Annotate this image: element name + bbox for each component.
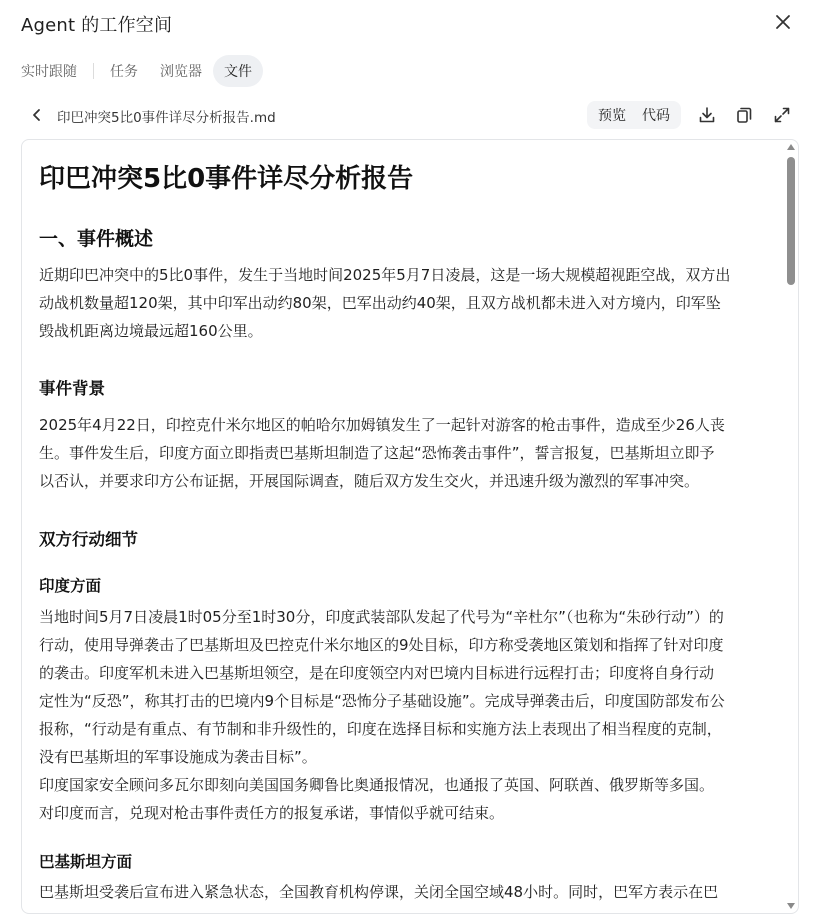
back-button[interactable] bbox=[26, 104, 48, 126]
text-line: 生。事件发生后，印度方面立即指责巴基斯坦制造了这起“恐怖袭击事件”，誓言报复，巴基斯坦立即予 bbox=[39, 444, 715, 462]
paragraph-background bbox=[39, 411, 774, 495]
panel-title: Agent 的工作空间 bbox=[21, 15, 173, 36]
text-line: 定性为“反恐”，称其打击的巴境内9个目标是“恐怖分子基础设施”。完成导弹袭击后，印度国防部发布公 bbox=[39, 692, 725, 710]
copy-button[interactable] bbox=[732, 103, 756, 127]
subsection-heading-india: 印度方面 bbox=[39, 577, 102, 595]
text-line: 当地时间5月7日凌晨1时05分至1时30分，印度武装部队发起了代号为“辛杜尔”（也称为“朱砂行动”）的 bbox=[39, 608, 724, 626]
tab-files[interactable]: 文件 bbox=[213, 55, 263, 87]
section-heading-overview: 一、事件概述 bbox=[39, 228, 154, 250]
paragraph-overview bbox=[39, 261, 774, 345]
file-name: 印巴冲突5比0事件详尽分析报告.md bbox=[57, 110, 276, 126]
scroll-up-arrow-icon[interactable] bbox=[787, 144, 795, 150]
text-line: 没有巴基斯坦的军事设施成为袭击目标”。 bbox=[39, 748, 317, 766]
file-toolbar bbox=[20, 99, 797, 131]
text-line: 近期印巴冲突中的5比0事件，发生于当地时间2025年5月7日凌晨，这是一场大规模超视距空战，双方出 bbox=[39, 266, 731, 284]
paragraph-pakistan bbox=[39, 878, 774, 906]
section-heading-background: 事件背景 bbox=[39, 379, 105, 398]
tab-live-follow[interactable]: 实时跟随 bbox=[21, 64, 77, 80]
document-title: 印巴冲突5比0事件详尽分析报告 bbox=[39, 164, 414, 194]
paragraph-india bbox=[39, 603, 774, 827]
code-button[interactable]: 代码 bbox=[642, 108, 670, 124]
workspace-tabs bbox=[10, 55, 263, 87]
fullscreen-button[interactable] bbox=[770, 103, 794, 127]
text-line: 2025年4月22日，印控克什米尔地区的帕哈尔加姆镇发生了一起针对游客的枪击事件，造成至少26人丧 bbox=[39, 416, 725, 434]
tab-divider bbox=[93, 63, 94, 79]
text-line: 报称，“行动是有重点、有节制和非升级性的，印度在选择目标和实施方法上表现出了相当程度的克制， bbox=[39, 720, 722, 738]
text-line: 印度国家安全顾问多瓦尔即刻向美国国务卿鲁比奥通报情况，也通报了英国、阿联酋、俄罗斯等多国。 bbox=[39, 776, 715, 794]
scroll-down-arrow-icon[interactable] bbox=[787, 903, 795, 909]
subsection-heading-pakistan: 巴基斯坦方面 bbox=[39, 853, 133, 871]
text-line: 毁战机距离边境最远超160公里。 bbox=[39, 322, 263, 340]
chevron-left-icon bbox=[30, 108, 44, 122]
close-button[interactable] bbox=[771, 10, 795, 34]
text-line: 以否认，并要求印方公布证据，开展国际调查，随后双方发生交火，并迅速升级为激烈的军事冲突。 bbox=[39, 472, 700, 490]
expand-icon bbox=[773, 106, 791, 124]
text-line: 行动，使用导弹袭击了巴基斯坦及巴控克什米尔地区的9处目标，印方称受袭地区策划和指挥了针对印度 bbox=[39, 636, 724, 654]
close-icon bbox=[775, 14, 791, 30]
text-line: 对印度而言，兑现对枪击事件责任方的报复承诺，事情似乎就可结束。 bbox=[39, 804, 505, 822]
download-button[interactable] bbox=[695, 103, 719, 127]
preview-button[interactable]: 预览 bbox=[590, 103, 634, 127]
vertical-scrollbar[interactable] bbox=[784, 140, 798, 913]
document-preview bbox=[21, 139, 799, 914]
tab-tasks[interactable]: 任务 bbox=[110, 64, 138, 80]
copy-icon bbox=[735, 106, 753, 124]
panel-header bbox=[0, 0, 817, 46]
text-line: 巴基斯坦受袭后宣布进入紧急状态，全国教育机构停课，关闭全国空域48小时。同时，巴军方表示在巴 bbox=[39, 883, 719, 901]
document-scroll-area[interactable] bbox=[22, 140, 786, 913]
text-line: 动战机数量超120架，其中印军出动约80架，巴军出动约40架，且双方战机都未进入对方境内，印军坠 bbox=[39, 294, 721, 312]
download-icon bbox=[698, 106, 716, 124]
tab-browser[interactable]: 浏览器 bbox=[160, 64, 202, 80]
view-mode-toggle bbox=[587, 101, 681, 129]
section-heading-actions: 双方行动细节 bbox=[39, 530, 138, 549]
text-line: 的袭击。印度军机未进入巴基斯坦领空，是在印度领空内对巴境内目标进行远程打击；印度将自身行动 bbox=[39, 664, 715, 682]
scrollbar-thumb[interactable] bbox=[787, 157, 795, 285]
